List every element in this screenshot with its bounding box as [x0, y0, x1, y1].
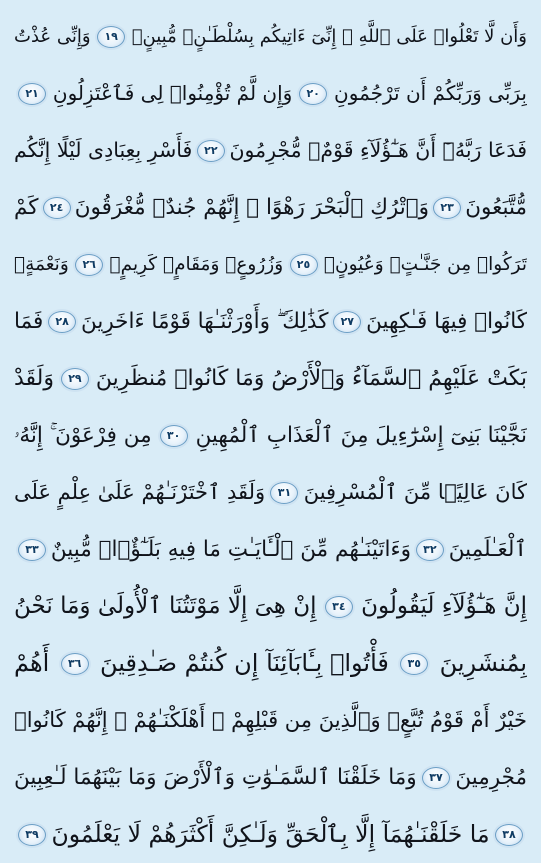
verse-line	[14, 749, 527, 806]
ayah-number-marker: ٣٢	[416, 539, 444, 561]
verse-text: وَٱتْرُكِ ٱلْبَحْرَ رَهْوًا ۖ إِنَّهُمْ جُندٌۭ مُّغْرَقُونَ	[74, 195, 430, 220]
verse-text: وَلَقَدِ ٱخْتَرْنَـٰهُمْ عَلَىٰ عِلْمٍ عَلَى	[14, 480, 266, 504]
ayah-number-marker: ٢٨	[48, 311, 76, 333]
ayah-number-marker: ٢٧	[333, 311, 361, 333]
verse-line	[14, 350, 527, 407]
verse-text: كَذَٰلِكَ ۖ وَأَوْرَثْنَـٰهَا قَوْمًا ءَاخَرِينَ	[80, 309, 329, 334]
verse-text: وَإِن لَّمْ تُؤْمِنُوا۟ لِى فَٱعْتَزِلُونِ	[52, 81, 293, 105]
verse-text: فَأَسْرِ بِعِبَادِى لَيْلًا إِنَّكُم	[14, 138, 193, 162]
verse-line	[14, 236, 527, 293]
verse-line	[14, 122, 527, 179]
verse-text: بِمُنشَرِينَ	[439, 649, 527, 677]
verse-text: إِنْ هِىَ إِلَّا مَوْتَتُنَا ٱلْأُولَىٰ وَمَا نَحْنُ	[14, 593, 317, 619]
ayah-number-marker: ٢٣	[433, 197, 461, 219]
verse-line	[14, 806, 527, 863]
verse-text: وَمَا خَلَقْنَا ٱلسَّمَـٰوَٰتِ وَٱلْأَرْضَ وَمَا بَيْنَهُمَا لَـٰعِبِينَ	[14, 765, 417, 790]
verse-line	[14, 635, 527, 692]
verse-text: نَجَّيْنَا بَنِىٓ إِسْرَٰٓءِيلَ مِنَ ٱلْعَذَابِ ٱلْمُهِينِ	[195, 423, 527, 448]
verse-text: تَرَكُوا۟ مِن جَنَّـٰتٍۢ وَعُيُونٍۢ	[323, 254, 527, 275]
verse-text: فَأْتُوا۟ بِـَٔابَآئِنَآ إِن كُنتُمْ صَـٰدِقِينَ	[100, 649, 389, 677]
verse-text: مُّتَّبَعُونَ	[465, 195, 527, 220]
verse-text: مُجْرِمِينَ	[455, 765, 527, 790]
ayah-number-marker: ٢٤	[43, 197, 71, 219]
verse-text: وَإِنِّى عُذْتُ	[14, 26, 91, 47]
verse-text: ٱلْعَـٰلَمِينَ	[448, 537, 527, 562]
verse-text: وَزُرُوعٍۢ وَمَقَامٍۢ كَرِيمٍۢ	[109, 254, 284, 275]
ayah-number-marker: ٣٣	[18, 539, 46, 561]
verse-line	[14, 8, 527, 65]
verse-text: فَمَا	[14, 309, 44, 334]
verse-text: كَانُوا۟ فِيهَا فَـٰكِهِينَ	[366, 309, 527, 334]
verse-text: مَا خَلَقْنَـٰهُمَآ إِلَّا بِٱلْحَقِّ وَلَـٰكِنَّ أَكْثَرَهُمْ لَا يَعْلَمُونَ	[51, 820, 490, 848]
verse-line	[14, 407, 527, 464]
verse-line	[14, 521, 527, 578]
verse-text: أَهُمْ	[14, 649, 50, 677]
ayah-number-marker: ٣٠	[160, 425, 188, 447]
verse-line	[14, 464, 527, 521]
verse-line	[14, 65, 527, 122]
verse-text: إِنَّ هَـٰٓؤُلَآءِ لَيَقُولُونَ	[361, 593, 527, 619]
ayah-number-marker: ٢١	[18, 83, 46, 105]
ayah-number-marker: ٢٦	[75, 254, 103, 276]
ayah-number-marker: ١٩	[97, 26, 125, 48]
ayah-number-marker: ٢٢	[197, 140, 225, 162]
ayah-number-marker: ٣٤	[325, 596, 353, 618]
verse-text: وَأَن لَّا تَعْلُوا۟ عَلَى ٱللَّهِ ۖ إِنِّىٓ ءَاتِيكُم بِسُلْطَـٰنٍۢ مُّبِينٍۢ	[131, 26, 527, 47]
ayah-number-marker: ٣٩	[18, 824, 46, 846]
verse-text: وَءَاتَيْنَـٰهُم مِّنَ ٱلْـَٔايَـٰتِ مَا فِيهِ بَلَـٰٓؤٌۭا۟ مُّبِينٌ	[50, 537, 411, 562]
verse-text: وَلَقَدْ	[14, 366, 55, 391]
ayah-number-marker: ٣١	[270, 482, 298, 504]
verse-line	[14, 179, 527, 236]
ayah-number-marker: ٢٠	[299, 83, 327, 105]
verse-text: بِرَبِّى وَرَبِّكُمْ أَن تَرْجُمُونِ	[334, 81, 527, 105]
ayah-number-marker: ٣٦	[61, 653, 89, 675]
verse-text: مِن فِرْعَوْنَ ۚ إِنَّهُۥ	[14, 423, 152, 448]
verse-text: وَنَعْمَةٍۢ	[14, 254, 69, 275]
verse-text: فَدَعَا رَبَّهُۥٓ أَنَّ هَـٰٓؤُلَآءِ قَوْمٌۭ مُّجْرِمُونَ	[229, 138, 527, 162]
ayah-number-marker: ٣٥	[400, 653, 428, 675]
verse-line	[14, 692, 527, 749]
verse-line	[14, 293, 527, 350]
ayah-number-marker: ٣٨	[495, 824, 523, 846]
ayah-number-marker: ٢٩	[61, 368, 89, 390]
verse-text: بَكَتْ عَلَيْهِمُ ٱلسَّمَآءُ وَٱلْأَرْضُ وَمَا كَانُوا۟ مُنظَرِينَ	[95, 366, 527, 391]
verse-lines	[14, 8, 527, 863]
ayah-number-marker: ٣٧	[422, 767, 450, 789]
verse-text: خَيْرٌ أَمْ قَوْمُ تُبَّعٍۢ وَٱلَّذِينَ مِن قَبْلِهِمْ ۚ أَهْلَكْنَـٰهُمْ ۖ إِنَّهُمْ كَانُوا۟	[14, 708, 527, 732]
verse-text: كَانَ عَالِيًۭا مِّنَ ٱلْمُسْرِفِينَ	[303, 480, 527, 504]
ayah-number-marker: ٢٥	[290, 254, 318, 276]
verse-line	[14, 578, 527, 635]
verse-text: كَمْ	[14, 195, 39, 220]
